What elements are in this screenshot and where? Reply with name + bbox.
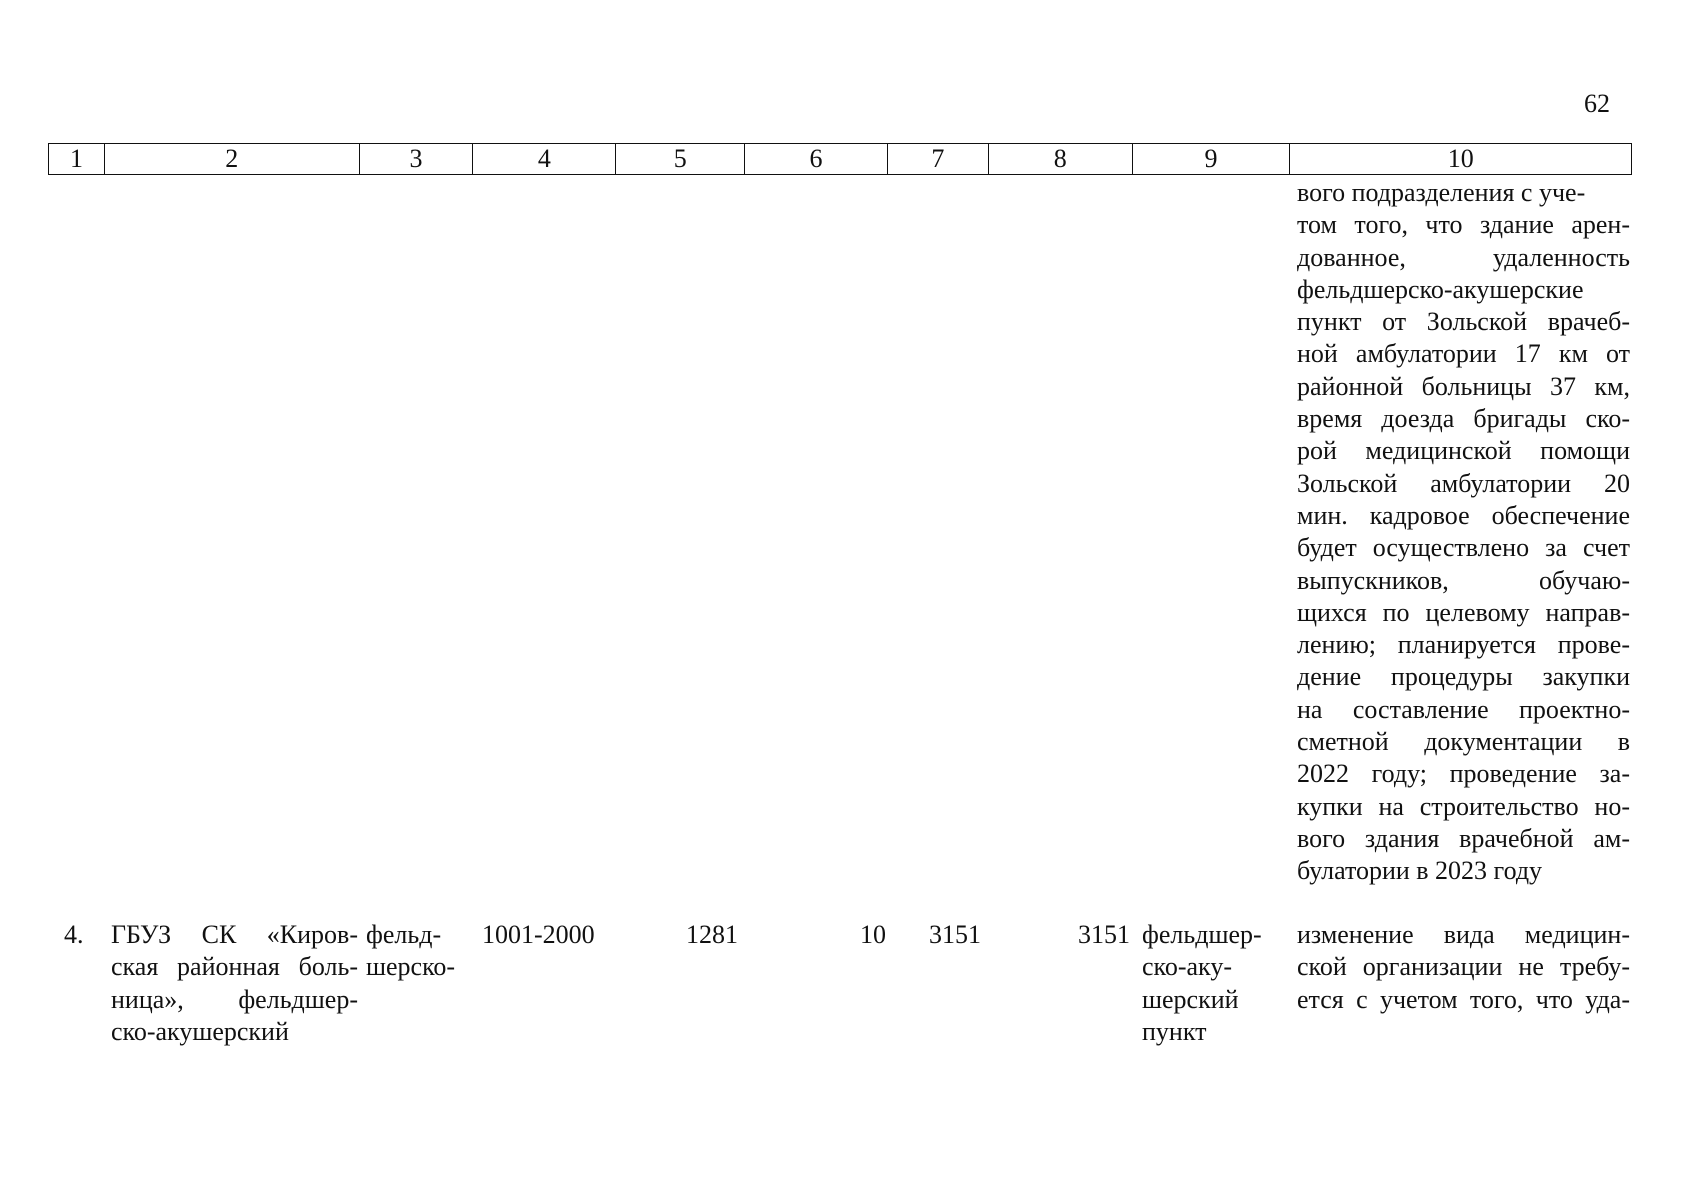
- row-4-col7-value: 3151: [929, 920, 981, 949]
- row-4-col6-value: 10: [860, 920, 886, 949]
- text-line: ГБУЗ СК «Киров-: [111, 920, 358, 949]
- column-header-7: 7: [888, 144, 989, 174]
- text-line: фельдшерско-акушерские: [1297, 274, 1584, 304]
- text-line: ской организации не требу-: [1297, 952, 1630, 982]
- text-line: дованное, удаленность: [1297, 242, 1630, 272]
- column-header-9: 9: [1133, 144, 1291, 174]
- column-header-10: 10: [1447, 144, 1474, 173]
- row-number: 4.: [64, 920, 84, 949]
- text-line: 2022 году; проведение за-: [1297, 759, 1630, 789]
- text-line: ной амбулатории 17 км от: [1297, 339, 1630, 369]
- column-header-2: 2: [105, 144, 360, 174]
- table-column-header-row: [48, 143, 1632, 175]
- page-number: 62: [1584, 89, 1610, 118]
- row-4-col8-value: 3151: [1078, 920, 1130, 949]
- column-header-3: 3: [360, 144, 474, 174]
- text-line: будет осуществлено за счет: [1297, 533, 1630, 563]
- text-line: на составление проектно-: [1297, 694, 1630, 724]
- row-4-justification: [1297, 919, 1630, 1016]
- text-line: дение процедуры закупки: [1297, 662, 1630, 692]
- text-line: изменение вида медицин-: [1297, 920, 1630, 949]
- text-line: сметной документации в: [1297, 727, 1630, 757]
- text-line: ница», фельдшер-: [111, 984, 358, 1014]
- column-header-1: 1: [49, 144, 105, 174]
- text-line: время доезда бригады ско-: [1297, 404, 1630, 434]
- row-4-population-range: 1001-2000: [482, 920, 595, 949]
- text-line: выпускников, обучаю-: [1297, 565, 1630, 595]
- row-4-unit-type: [366, 919, 478, 984]
- row-4-facility-type: [1142, 919, 1287, 1048]
- column-header-8: 8: [989, 144, 1133, 174]
- text-line: купки на строительство но-: [1297, 791, 1630, 821]
- text-line: вого подразделения с уче-: [1297, 178, 1586, 207]
- text-line: ется с учетом того, что уда-: [1297, 984, 1630, 1014]
- text-line: щихся по целевому направ-: [1297, 597, 1630, 627]
- row-3-column-10-continuation: [1297, 177, 1630, 888]
- text-line: фельдшер-: [1142, 920, 1262, 949]
- text-line: шерско-: [366, 952, 456, 982]
- row-4-organization: [111, 919, 358, 1048]
- text-line: ская районная боль-: [111, 952, 358, 982]
- text-line: вого здания врачебной ам-: [1297, 823, 1630, 853]
- text-line: пункт от Зольской врачеб-: [1297, 307, 1630, 337]
- text-line: районной больницы 37 км,: [1297, 371, 1630, 401]
- text-line: ско-аку-: [1142, 952, 1232, 982]
- text-line: фельд-: [366, 920, 442, 949]
- column-header-6: 6: [745, 144, 888, 174]
- text-line: булатории в 2023 году: [1297, 856, 1543, 886]
- text-line: ско-акушерский: [111, 1016, 289, 1046]
- text-line: мин. кадровое обеспечение: [1297, 500, 1630, 530]
- column-header-5: 5: [616, 144, 745, 174]
- text-line: шерский: [1142, 984, 1239, 1014]
- text-line: Зольской амбулатории 20: [1297, 468, 1630, 498]
- text-line: том того, что здание арен-: [1297, 210, 1630, 240]
- text-line: лению; планируется прове-: [1297, 630, 1630, 660]
- row-4-col5-value: 1281: [686, 920, 738, 949]
- text-line: рой медицинской помощи: [1297, 436, 1630, 466]
- column-header-4: 4: [473, 144, 616, 174]
- text-line: пункт: [1142, 1016, 1207, 1046]
